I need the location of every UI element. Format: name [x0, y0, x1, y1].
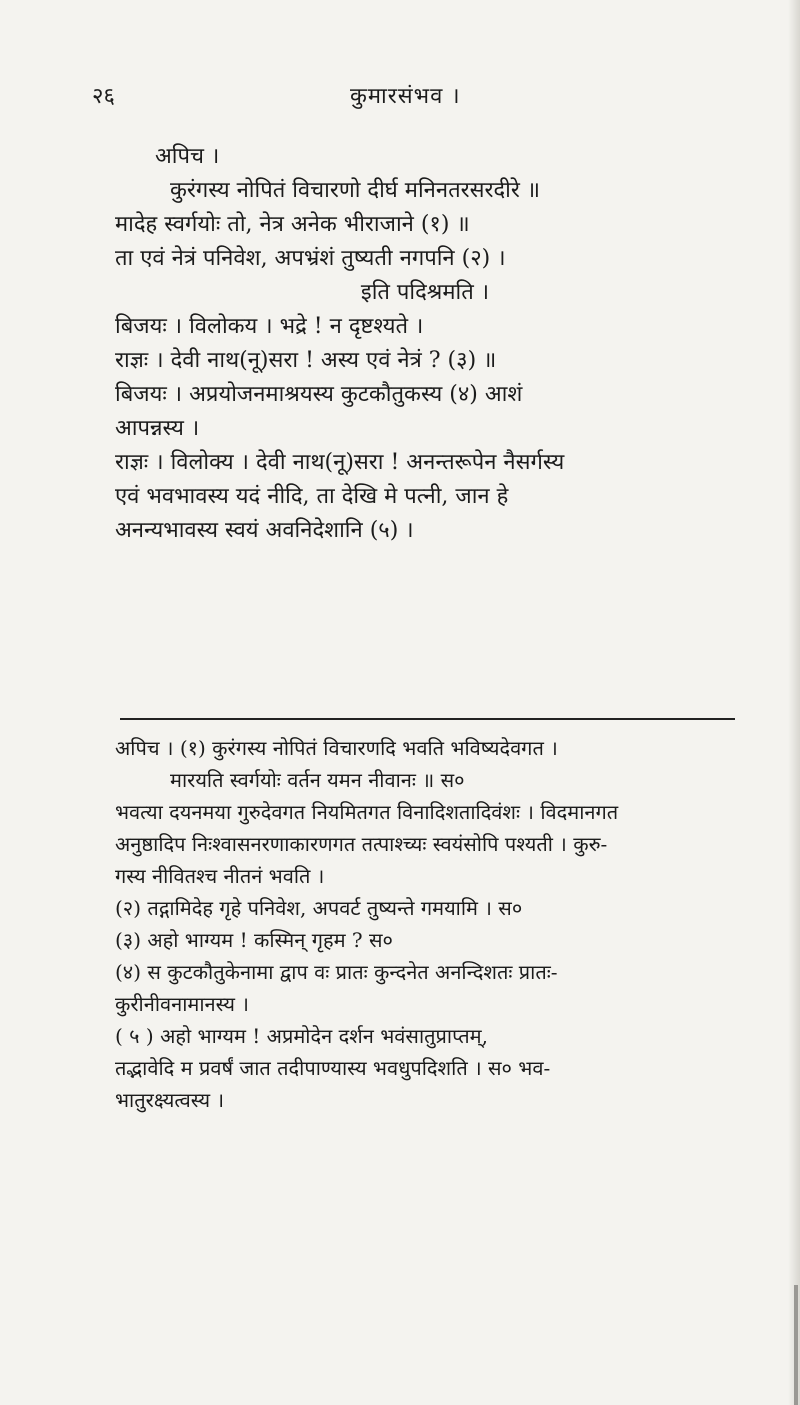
main-line: इति पदिश्रमति । — [360, 280, 490, 305]
main-line: एवं भवभावस्य यदं नीदि, ता देखि मे पत्नी, जान हे — [115, 484, 509, 509]
footnotes — [115, 732, 735, 1116]
running-header — [0, 80, 800, 120]
footnote-line: मारयति स्वर्गयोः वर्तन यमन नीवानः ॥ स० — [170, 768, 465, 792]
main-line: राज्ञः । देवी नाथ(नू)सरा ! अस्य एवं नेत्रं ? (३) ॥ — [115, 348, 497, 373]
footnote-line: (३) अहो भाग्यम ! कस्मिन् गृहम ? स० — [115, 928, 393, 952]
footnote-line: (४) स कुटकौतुकेनामा द्वाप वः प्रातः कुन्दनेत अनन्दिशतः प्रातः- — [115, 960, 558, 984]
main-line: मादेह स्वर्गयोः तो, नेत्र अनेक भीराजाने (१) ॥ — [115, 212, 470, 237]
footnote-line: गस्य नीवितश्च नीतनं भवति । — [115, 864, 325, 888]
footnote-line: (२) तद्गामिदेह गृहे पनिवेश, अपवर्ट तुष्यन्ते गमयामि । स० — [115, 896, 523, 920]
main-line: बिजयः । विलोकय । भद्रे ! न दृष्टश्यते । — [115, 314, 424, 339]
footnote-line: भातुरक्ष्यत्वस्य । — [115, 1088, 225, 1112]
main-line: अपिच । — [155, 144, 220, 169]
footnote-line: भवत्या दयनमया गुरुदेवगत नियमितगत विनादिशतादिवंशः । विदमानगत — [115, 800, 619, 824]
page-edge-shadow — [788, 0, 800, 1405]
main-line: बिजयः । अप्रयोजनमाश्रयस्य कुटकौतुकस्य (४) आशं — [115, 382, 523, 407]
footnote-line: अनुष्ठादिप निःश्वासनरणाकारणगत तत्पाश्च्यः स्वयंसोपि पश्यती । कुरु- — [115, 832, 608, 856]
main-line: कुरंगस्य नोपितं विचारणो दीर्घ मनिनतरसरदीरे ॥ — [170, 178, 541, 203]
footnote-line: ( ५ ) अहो भाग्यम ! अप्रमोदेन दर्शन भवंसातुप्राप्तम्, — [115, 1024, 488, 1048]
main-line: अनन्यभावस्य स्वयं अवनिदेशानि (५) । — [115, 518, 414, 543]
footnote-line: कुरीनीवनामानस्य । — [115, 992, 249, 1016]
page-number: २६ — [92, 84, 115, 109]
main-text — [115, 140, 735, 548]
main-line: आपन्नस्य । — [115, 416, 200, 441]
footnote-line: अपिच । (१) कुरंगस्य नोपितं विचारणदि भवति भविष्यदेवगत । — [115, 736, 558, 760]
page-edge-mark — [794, 1285, 798, 1405]
main-line: राज्ञः । विलोक्य । देवी नाथ(नू)सरा ! अनन्तरूपेन नैसर्गस्य — [115, 450, 565, 475]
footnote-divider — [120, 718, 735, 720]
main-line: ता एवं नेत्रं पनिवेश, अपभ्रंशं तुष्यती नगपनि (२) । — [115, 246, 506, 271]
footnote-line: तद्भावेदि म प्रवर्षं जात तदीपाण्यास्य भवधुपदिशति । स० भव- — [115, 1056, 551, 1080]
running-title: कुमारसंभव । — [350, 84, 461, 109]
